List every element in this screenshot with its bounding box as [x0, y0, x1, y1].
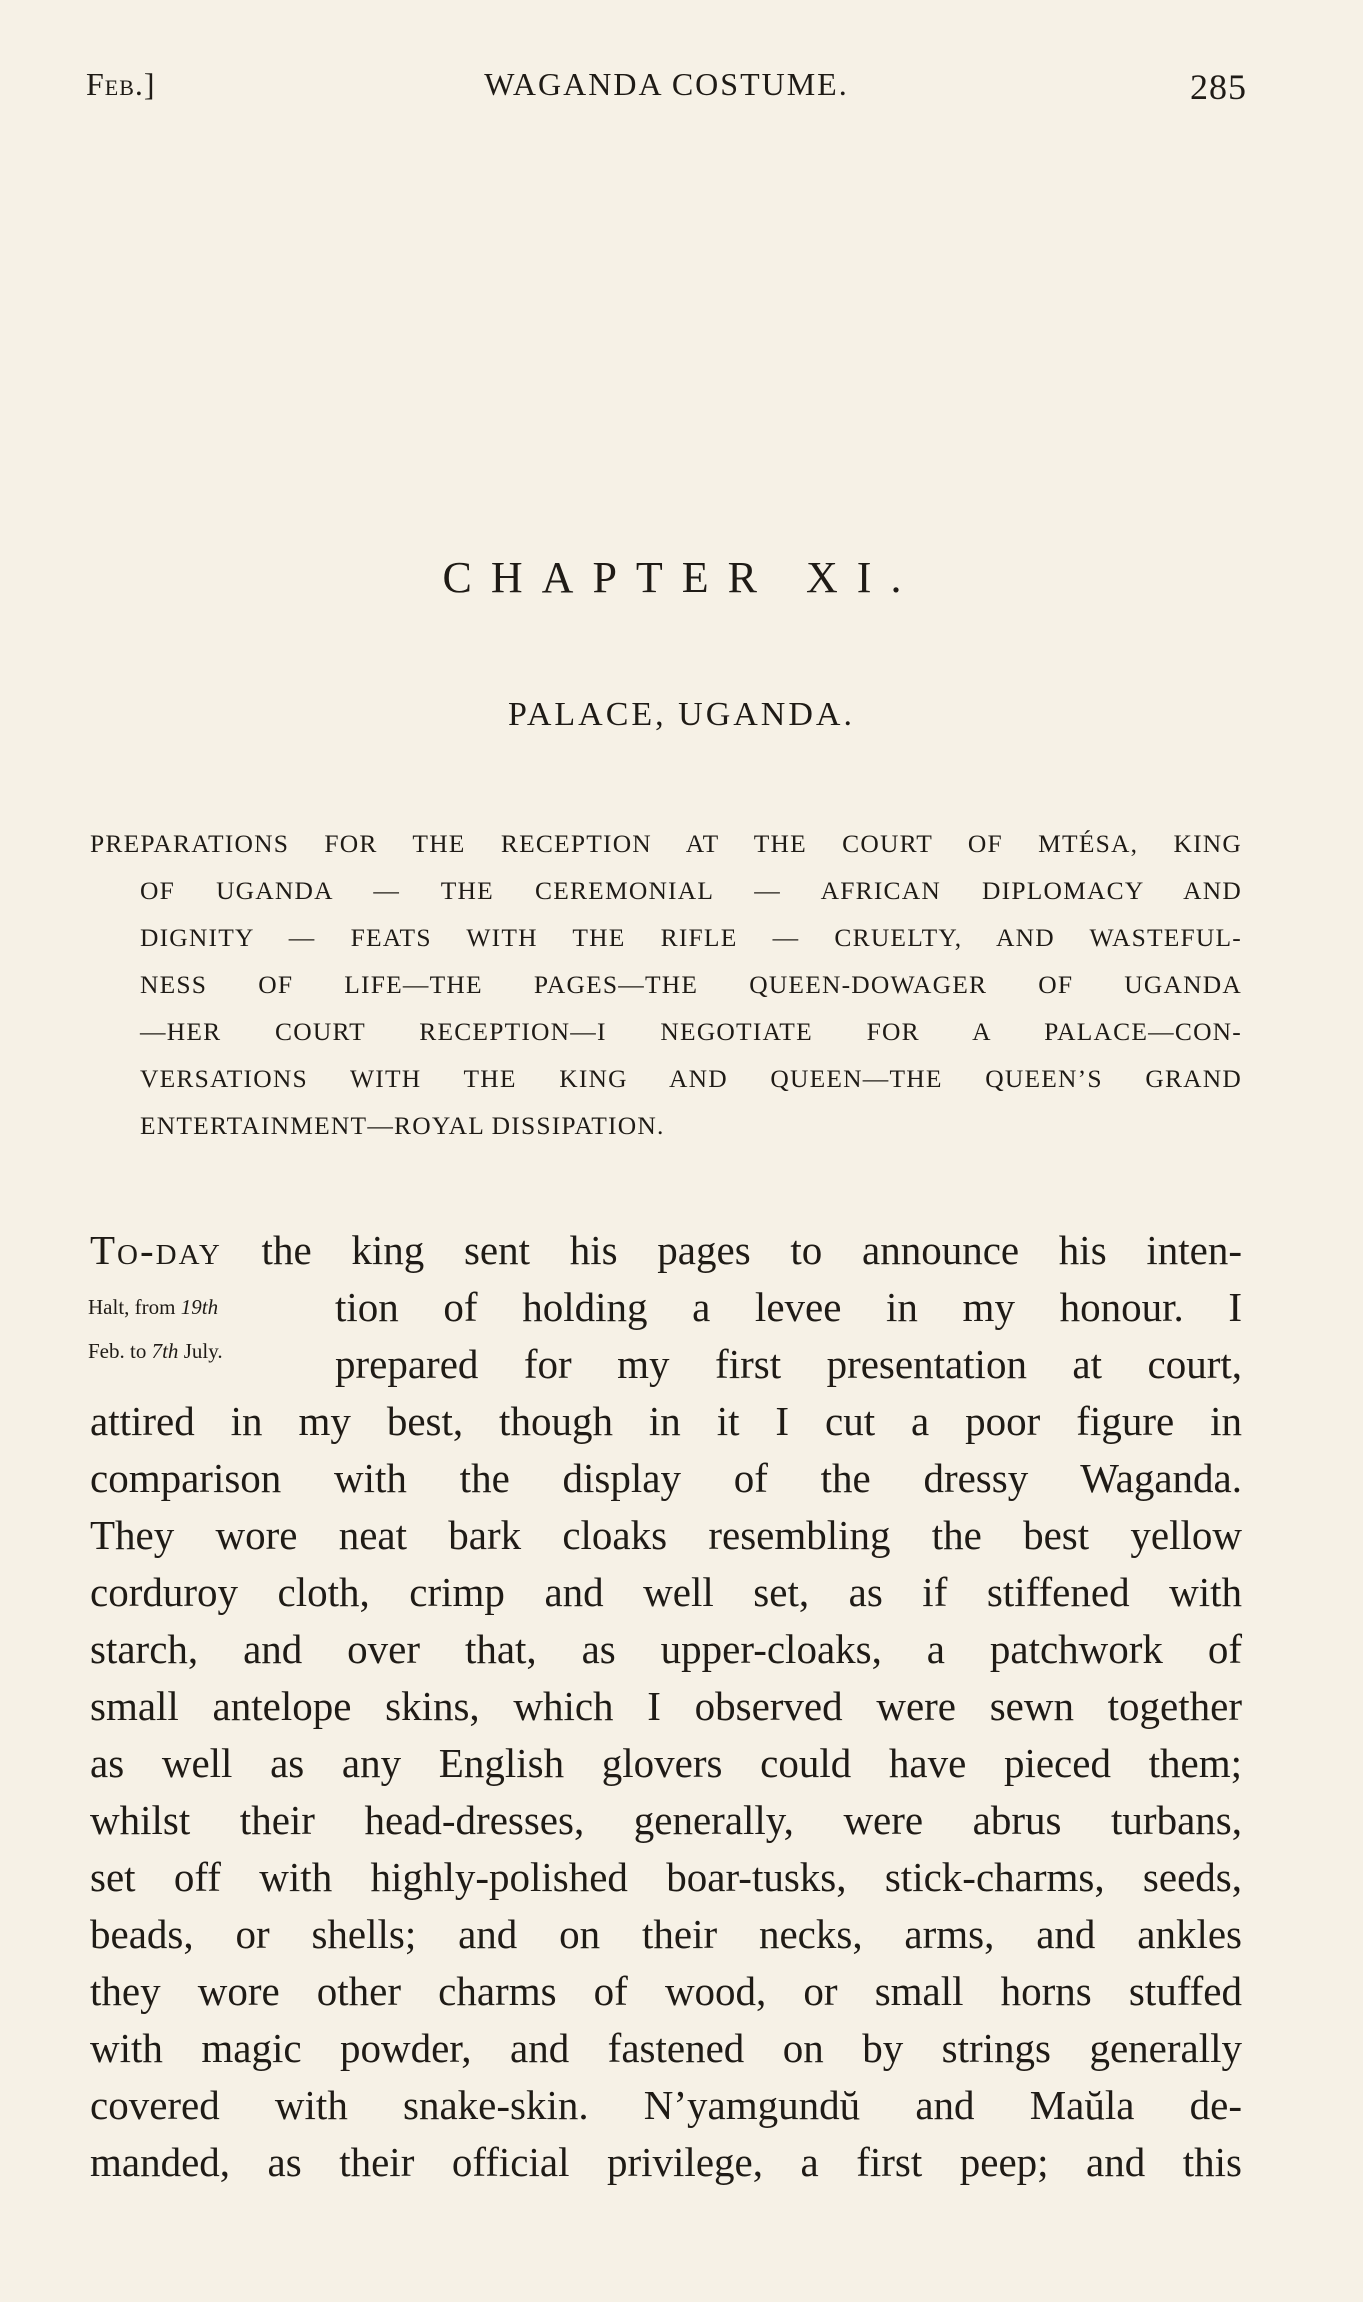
chapter-title: CHAPTER XI.: [442, 553, 921, 602]
summary-line: DIGNITY — FEATS WITH THE RIFLE — CRUELTY, AND WASTEFUL-: [140, 923, 1242, 952]
body-line: as well as any English glovers could have pieced them;: [90, 1740, 1242, 1786]
body-line: manded, as their official privilege, a first peep; and this: [90, 2139, 1242, 2185]
summary-line: —HER COURT RECEPTION—I NEGOTIATE FOR A PALACE—CON-: [140, 1017, 1242, 1046]
body-line: comparison with the display of the dressy Waganda.: [90, 1455, 1242, 1501]
marginal-note-text: Feb. to: [88, 1339, 152, 1363]
body-line: corduroy cloth, crimp and well set, as if stiffened with: [90, 1569, 1242, 1615]
summary-line: ENTERTAINMENT—ROYAL DISSIPATION.: [140, 1111, 665, 1140]
body-line: beads, or shells; and on their necks, arms, and ankles: [90, 1911, 1242, 1957]
body-line: tion of holding a levee in my honour. I: [335, 1284, 1242, 1330]
body-line: they wore other charms of wood, or small horns stuffed: [90, 1968, 1242, 2014]
running-head: [86, 66, 1247, 116]
body-line: set off with highly-polished boar-tusks, stick-charms, seeds,: [90, 1854, 1242, 1900]
body-line: attired in my best, though in it I cut a poor figure in: [90, 1398, 1242, 1444]
summary-line: VERSATIONS WITH THE KING AND QUEEN—THE QUEEN’S GRAND: [140, 1064, 1242, 1093]
body-line: They wore neat bark cloaks resembling the best yellow: [90, 1512, 1242, 1558]
summary-line: NESS OF LIFE—THE PAGES—THE QUEEN-DOWAGER OF UGANDA: [140, 970, 1242, 999]
marginal-note-date: 7th: [151, 1339, 179, 1363]
body-line: [90, 1222, 1242, 1279]
marginal-note-text: July.: [178, 1339, 223, 1363]
body-line: starch, and over that, as upper-cloaks, a patchwork of: [90, 1626, 1242, 1672]
running-head-date: Feb.]: [86, 66, 156, 102]
marginal-note: [88, 1292, 218, 1322]
summary-line: PREPARATIONS FOR THE RECEPTION AT THE COURT OF MTÉSA, KING: [90, 829, 1242, 858]
running-head-title: WAGANDA COSTUME.: [484, 66, 849, 102]
chapter-subtitle: PALACE, UGANDA.: [508, 696, 855, 733]
body-line: with magic powder, and fastened on by strings generally: [90, 2025, 1242, 2071]
page-number: 285: [1190, 67, 1247, 107]
marginal-note-text: Halt, from: [88, 1295, 181, 1319]
body-line: prepared for my first presentation at court,: [335, 1341, 1242, 1387]
body-line: covered with snake-skin. N’yamgundŭ and Maŭla de-: [90, 2082, 1242, 2128]
body-line: whilst their head-dresses, generally, were abrus turbans,: [90, 1797, 1242, 1843]
body-line-text: the king sent his pages to announce his inten-: [261, 1227, 1243, 1273]
marginal-note: [88, 1336, 223, 1366]
summary-line: OF UGANDA — THE CEREMONIAL — AFRICAN DIPLOMACY AND: [140, 876, 1242, 905]
opening-word: To-day: [90, 1227, 222, 1273]
marginal-note-date: 19th: [180, 1295, 219, 1319]
chapter-summary: [90, 820, 1242, 1149]
body-line: small antelope skins, which I observed were sewn together: [90, 1683, 1242, 1729]
body-text: [90, 1222, 1242, 2191]
